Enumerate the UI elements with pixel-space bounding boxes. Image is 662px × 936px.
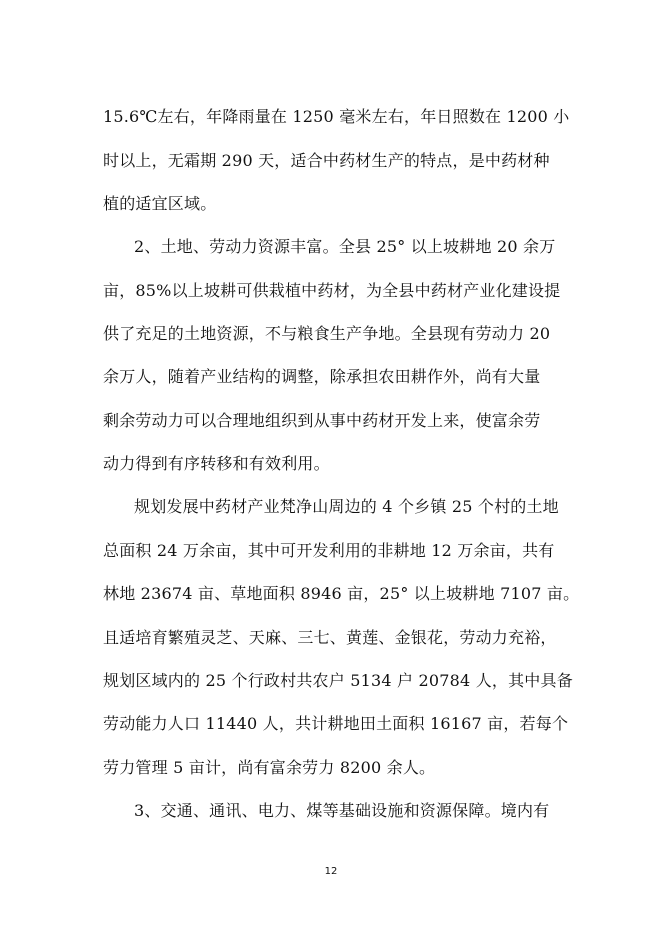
text-line-14: 规划区域内的 25 个行政村共农户 5134 户 20784 人，其中具备 — [103, 671, 573, 690]
text-line-11: 总面积 24 万余亩，其中可开发利用的非耕地 12 万余亩，共有 — [103, 541, 555, 560]
text-line-13: 且适培育繁殖灵芝、天麻、三七、黄莲、金银花，劳动力充裕， — [103, 628, 557, 647]
text-line-15: 劳动能力人口 11440 人，共计耕地田土面积 16167 亩，若每个 — [103, 714, 569, 733]
text-line-8: 剩余劳动力可以合理地组织到从事中药材开发上来，使富余劳 — [103, 411, 541, 430]
text-line-17: 3、交通、通讯、电力、煤等基础设施和资源保障。境内有 — [134, 801, 550, 820]
text-line-12: 林地 23674 亩、草地面积 8946 亩，25° 以上坡耕地 7107 亩。 — [103, 584, 580, 603]
text-line-16: 劳力管理 5 亩计，尚有富余劳力 8200 余人。 — [103, 758, 436, 777]
text-line-2: 时以上，无霜期 290 天，适合中药材生产的特点，是中药材种 — [103, 151, 550, 170]
text-line-3: 植的适宜区域。 — [103, 194, 217, 213]
text-line-10: 规划发展中药材产业梵净山周边的 4 个乡镇 25 个村的土地 — [134, 497, 559, 516]
text-line-4: 2、土地、劳动力资源丰富。全县 25° 以上坡耕地 20 余万 — [134, 237, 556, 256]
text-line-7: 余万人，随着产业结构的调整，除承担农田耕作外，尚有大量 — [103, 367, 541, 386]
text-line-9: 动力得到有序转移和有效利用。 — [103, 454, 330, 473]
text-line-1: 15.6℃左右，年降雨量在 1250 毫米左右，年日照数在 1200 小 — [103, 107, 570, 126]
text-line-5: 亩，85%以上坡耕可供栽植中药材，为全县中药材产业化建设提 — [103, 281, 561, 300]
page-number: 12 — [324, 866, 338, 877]
text-line-6: 供了充足的土地资源，不与粮食生产争地。全县现有劳动力 20 — [103, 324, 551, 343]
